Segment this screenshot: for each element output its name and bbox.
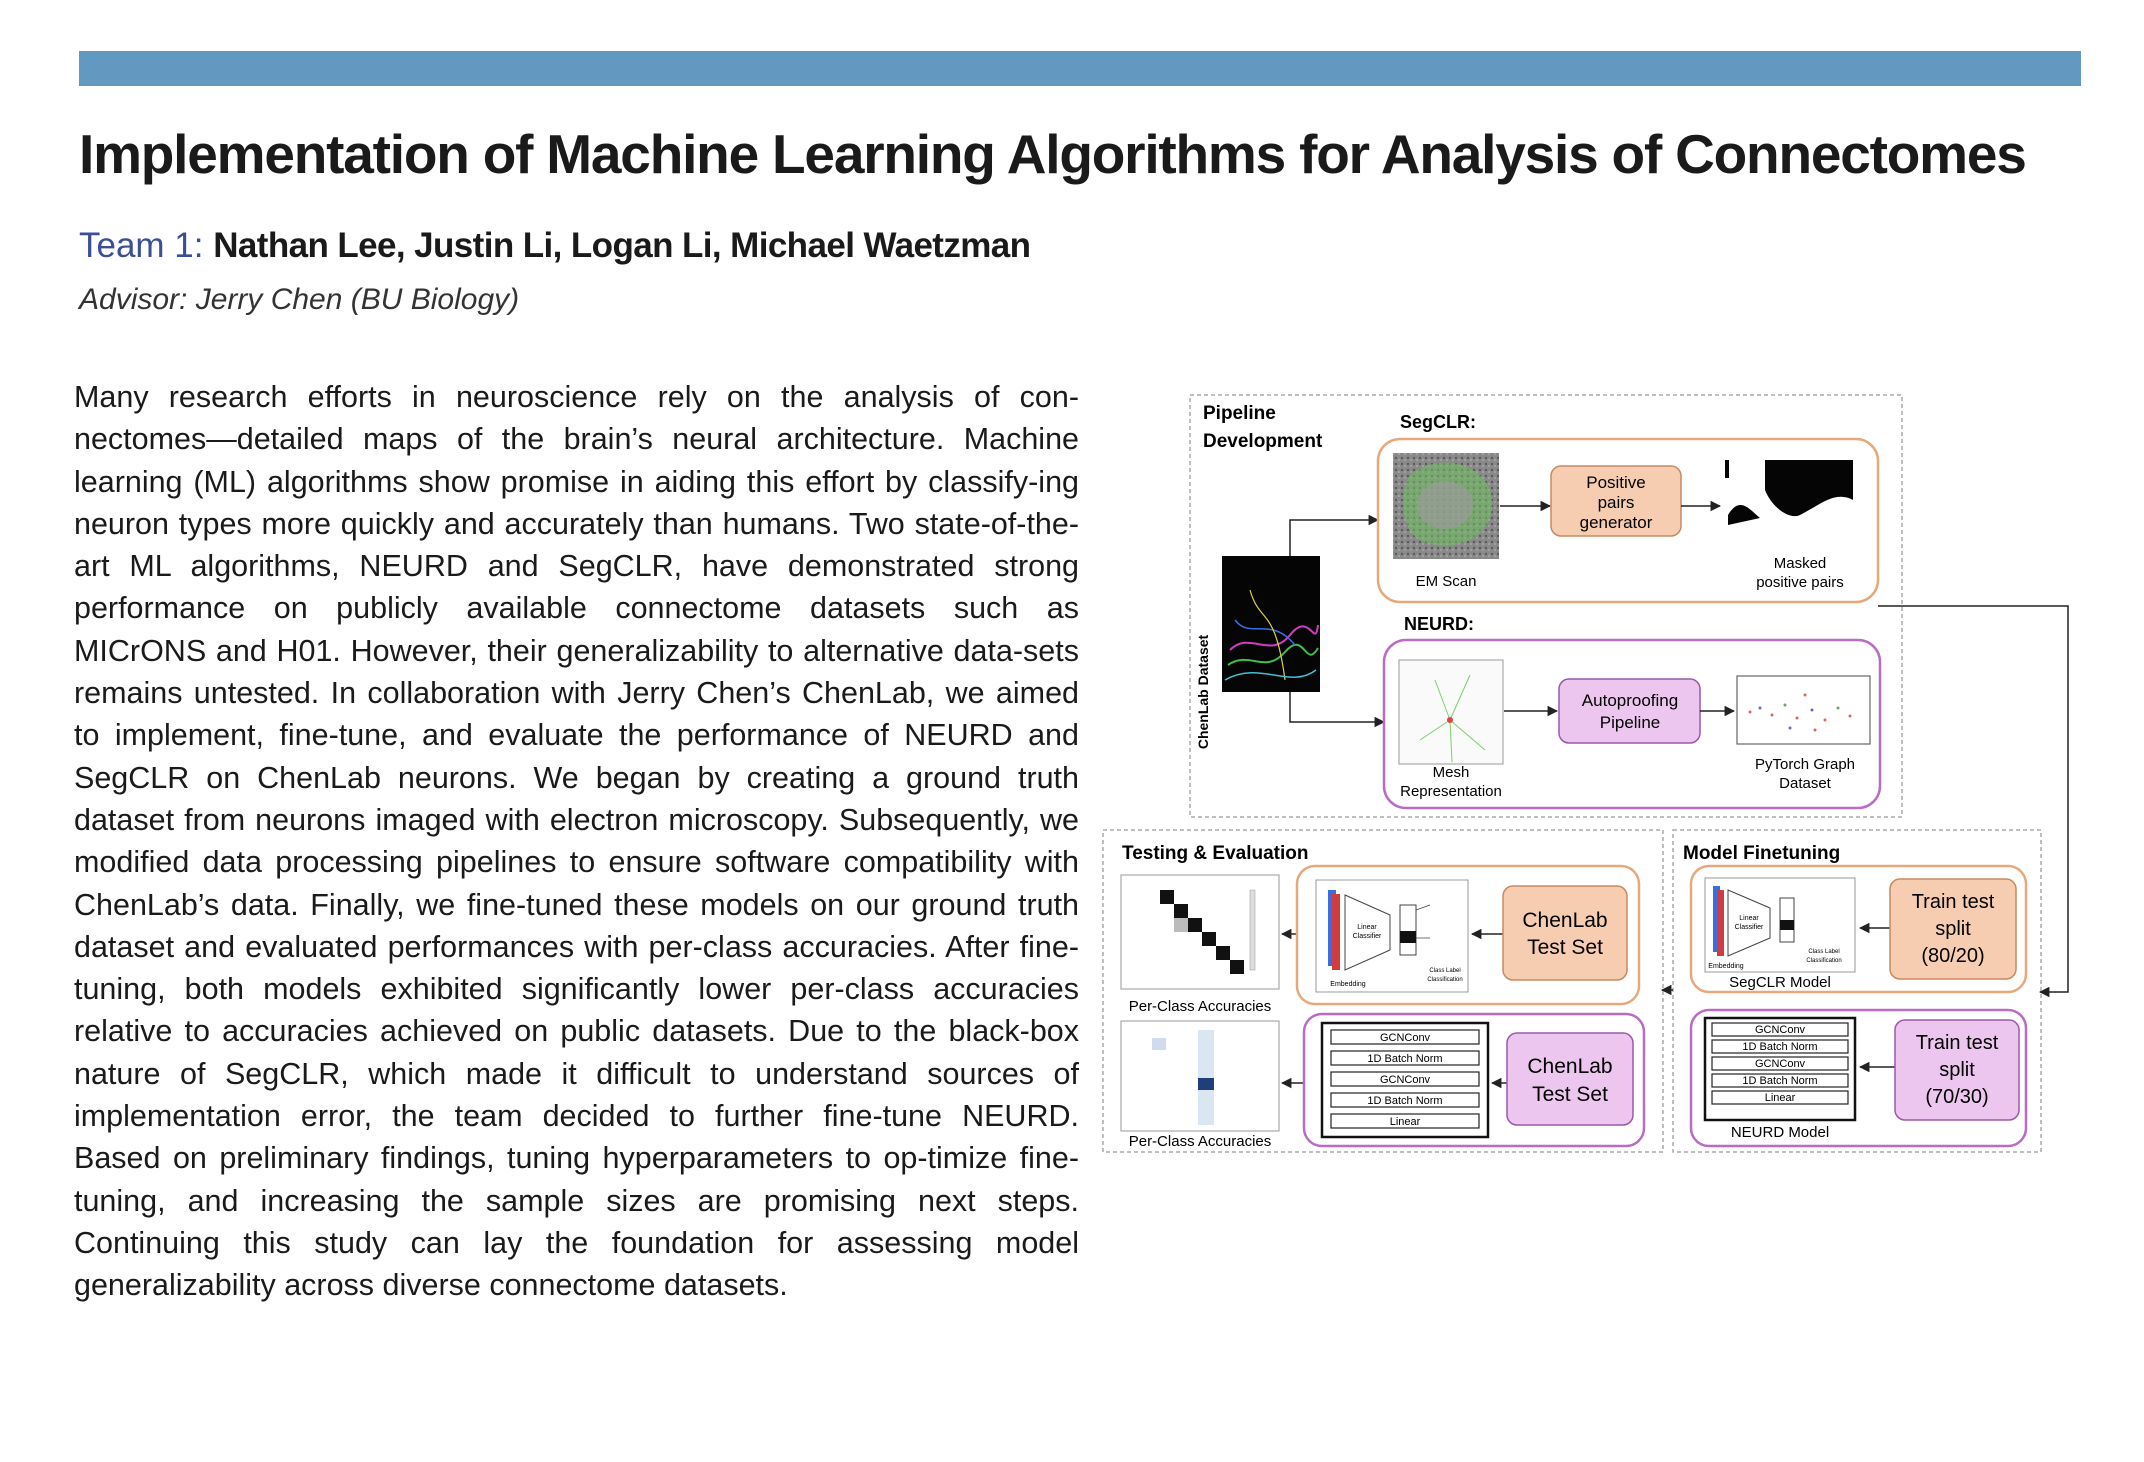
per-class-label-2: Per-Class Accuracies (1128, 1133, 1272, 1150)
linear-classifier-1a: Linear (1357, 924, 1377, 931)
gcn1-l3: 1D Batch Norm (1367, 1095, 1443, 1107)
positive-pairs-line1: Positive (1586, 473, 1646, 492)
mesh-line2: Representation (1400, 783, 1502, 800)
linear-classifier-1b: Classifier (1352, 933, 1382, 940)
abstract-text: Many research efforts in neuroscience rely on the analysis of con-nectomes—detailed maps of the brain’s neural architecture. Machine learning (ML) algorithms show promise in aiding this effort by classify-ing neuron types more quickly and accurately than humans. Two state-of-the-art ML algorithms, NEURD and SegCLR, have demonstrated strong performance on publicly available connectome datasets such as MICrONS and H01. However, their generalizability to alternative data-sets remains untested. In collaboration with Jerry Chen’s ChenLab, we aimed to implement, fine-tune, and evaluate the performance of NEURD and SegCLR on ChenLab neurons. We began by creating a ground truth dataset from neurons imaged with electron microscopy. Subsequently, we modified data processing pipelines to ensure software compatibility with ChenLab’s data. Finally, we fine-tuned these models on our ground truth dataset and evaluated performances with per-class accuracies. After fine-tuning, both models exhibited significantly lower per-class accuracies relative to accuracies achieved on public datasets. Due to the black-box nature of SegCLR, which made it difficult to understand sources of implementation error, the team decided to further fine-tune NEURD. Based on preliminary findings, tuning hyperparameters to op-timize fine-tuning, and increasing the sample sizes are promising next steps. Continuing this study can lay the foundation for assessing model generalizability across diverse connectome datasets. (74, 380, 1079, 1303)
team-label: Team 1: (79, 226, 204, 265)
pytorch-graph-image (1737, 676, 1870, 744)
embedding-label-1: Embedding (1330, 981, 1366, 988)
gcn1-l2: GCNConv (1379, 1074, 1431, 1086)
team-members: Nathan Lee, Justin Li, Logan Li, Michael Waetzman (213, 226, 1031, 265)
chenlab-test-set-1 (1503, 886, 1627, 980)
gcn1-l1: 1D Batch Norm (1367, 1053, 1443, 1065)
gcn2-l3: 1D Batch Norm (1742, 1075, 1818, 1087)
chenlab-test-set-2 (1507, 1033, 1633, 1125)
dataset-label: ChenLab Dataset (1195, 634, 1211, 750)
embedding-label-2: Embedding (1708, 963, 1744, 970)
gcn1-l4: Linear (1389, 1116, 1421, 1128)
class-label-1b: Classification (1427, 977, 1463, 983)
split-1-line1: Train test (1911, 891, 1995, 913)
pytorch-line2: Dataset (1779, 775, 1831, 792)
paper-title: Implementation of Machine Learning Algorithms for Analysis of Connectomes (79, 123, 2026, 185)
split-1-line2: split (1935, 918, 1971, 940)
pytorch-line1: PyTorch Graph (1754, 756, 1856, 773)
team-line (79, 226, 1030, 266)
test-set-1-line2: Test Set (1527, 936, 1603, 959)
finetuning-title: Model Finetuning (1683, 843, 1841, 864)
autoproofing-line2: Pipeline (1599, 713, 1661, 732)
pipeline-figure (1100, 390, 2100, 1170)
neurd-label: NEURD: (1404, 614, 1474, 634)
gcn2-l4: Linear (1764, 1092, 1796, 1104)
chenlab-dataset-image (1222, 556, 1320, 692)
positive-pairs-line2: pairs (1597, 493, 1635, 512)
test-set-2-line2: Test Set (1532, 1083, 1608, 1106)
class-label-2a: Class Label (1808, 949, 1840, 955)
segclr-model-label: SegCLR Model (1729, 974, 1831, 991)
masked-line2: positive pairs (1756, 574, 1844, 591)
class-label-2b: Classification (1806, 958, 1842, 964)
autoproofing-line1: Autoproofing (1581, 691, 1679, 710)
split-2-line3: (70/30) (1925, 1086, 1989, 1108)
split-2-line1: Train test (1915, 1032, 1999, 1054)
segclr-label: SegCLR: (1400, 412, 1476, 432)
header-accent-bar (79, 51, 2081, 86)
em-scan-label: EM Scan (1415, 573, 1477, 590)
linear-classifier-2a: Linear (1739, 915, 1759, 922)
mesh-line1: Mesh (1432, 764, 1470, 781)
gcn2-l0: GCNConv (1754, 1024, 1806, 1036)
test-set-2-line1: ChenLab (1527, 1055, 1613, 1078)
gcn2-l1: 1D Batch Norm (1742, 1041, 1818, 1053)
linear-classifier-2b: Classifier (1734, 924, 1764, 931)
test-set-1-line1: ChenLab (1522, 909, 1608, 932)
autoproofing-pipeline (1559, 679, 1700, 743)
pipeline-diagram (1100, 390, 2100, 1170)
gcn1-l0: GCNConv (1379, 1032, 1431, 1044)
gcn-layers-2 (1712, 1023, 1848, 1104)
split-1-line3: (80/20) (1921, 945, 1985, 967)
pipeline-title-1: Pipeline (1203, 403, 1276, 424)
per-class-label-1: Per-Class Accuracies (1128, 998, 1272, 1015)
gcn2-l2: GCNConv (1754, 1058, 1806, 1070)
class-label-1a: Class Label (1429, 968, 1461, 974)
testing-title: Testing & Evaluation (1122, 843, 1309, 864)
split-2-line2: split (1939, 1059, 1975, 1081)
masked-line1: Masked (1773, 555, 1827, 572)
pipeline-title-2: Development (1203, 431, 1323, 452)
neurd-model-label: NEURD Model (1730, 1124, 1830, 1141)
positive-pairs-line3: generator (1579, 513, 1653, 532)
advisor-line: Advisor: Jerry Chen (BU Biology) (79, 283, 520, 316)
